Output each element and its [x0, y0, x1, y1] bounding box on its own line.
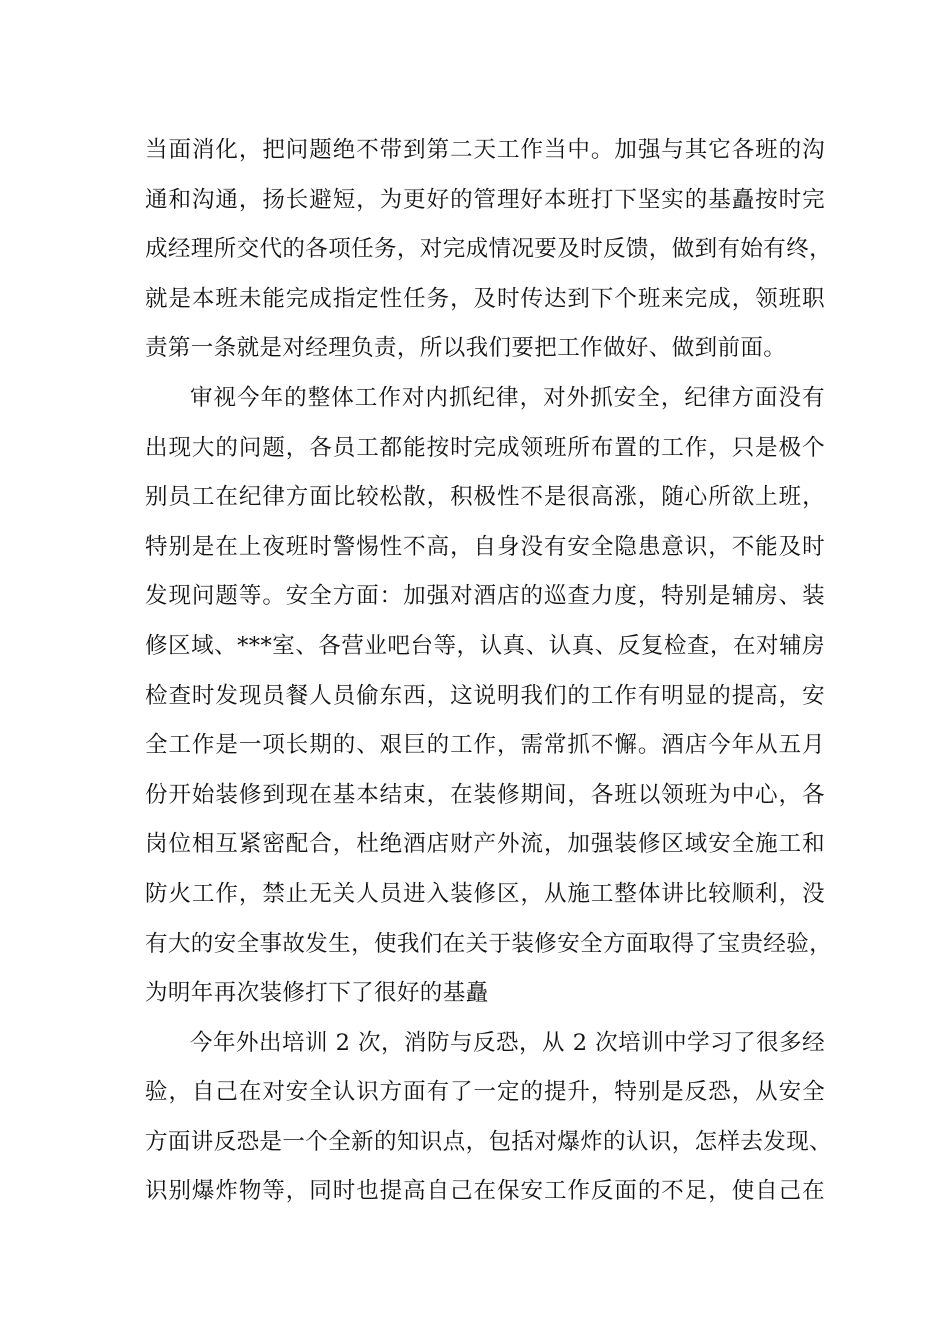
- text-line: 今年外出培训 2 次，消防与反恐，从 2 次培训中学习了很多经: [190, 1029, 825, 1056]
- text-line: 份开始装修到现在基本结束，在装修期间，各班以领班为中心，各: [145, 781, 825, 808]
- text-line: 防火工作，禁止无关人员进入装修区，从施工整体讲比较顺利，没: [145, 880, 825, 907]
- text-line: 通和沟通，扬长避短，为更好的管理好本班打下坚实的基矗按时完: [145, 186, 825, 213]
- text-line: 验，自己在对安全认识方面有了一定的提升，特别是反恐，从安全: [145, 1079, 825, 1106]
- text-line: 审视今年的整体工作对内抓纪律，对外抓安全，纪律方面没有: [190, 384, 825, 411]
- text-line: 成经理所交代的各项任务，对完成情况要及时反馈，做到有始有终，: [145, 236, 833, 263]
- text-line: 岗位相互紧密配合，杜绝酒店财产外流，加强装修区域安全施工和: [145, 831, 825, 858]
- text-line: 就是本班未能完成指定性任务，及时传达到下个班来完成，领班职: [145, 285, 825, 312]
- text-line: 特别是在上夜班时警惕性不高，自身没有安全隐患意识，不能及时: [145, 533, 825, 560]
- text-line: 检查时发现员餐人员偷东西，这说明我们的工作有明显的提高，安: [145, 682, 825, 709]
- text-line: 发现问题等。安全方面：加强对酒店的巡查力度，特别是辅房、装: [145, 583, 825, 610]
- text-line: 别员工在纪律方面比较松散，积极性不是很高涨，随心所欲上班，: [145, 484, 825, 511]
- document-body: [145, 126, 833, 1217]
- text-line: 有大的安全事故发生，使我们在关于装修安全方面取得了宝贵经验，: [145, 930, 833, 957]
- text-line: 责第一条就是对经理负责，所以我们要把工作做好、做到前面。: [145, 335, 787, 362]
- text-line: 为明年再次装修打下了很好的基矗: [145, 980, 489, 1007]
- text-line: 方面讲反恐是一个全新的知识点，包括对爆炸的认识，怎样去发现、: [145, 1128, 833, 1155]
- text-line: 出现大的问题，各员工都能按时完成领班所布置的工作，只是极个: [145, 434, 825, 461]
- text-line: 识别爆炸物等，同时也提高自己在保安工作反面的不足，使自己在: [145, 1178, 825, 1205]
- text-line: 修区域、***室、各营业吧台等，认真、认真、反复检查，在对辅房: [145, 632, 825, 659]
- text-line: 全工作是一项长期的、艰巨的工作，需常抓不懈。酒店今年从五月: [145, 732, 825, 759]
- text-line: 当面消化，把问题绝不带到第二天工作当中。加强与其它各班的沟: [145, 137, 825, 163]
